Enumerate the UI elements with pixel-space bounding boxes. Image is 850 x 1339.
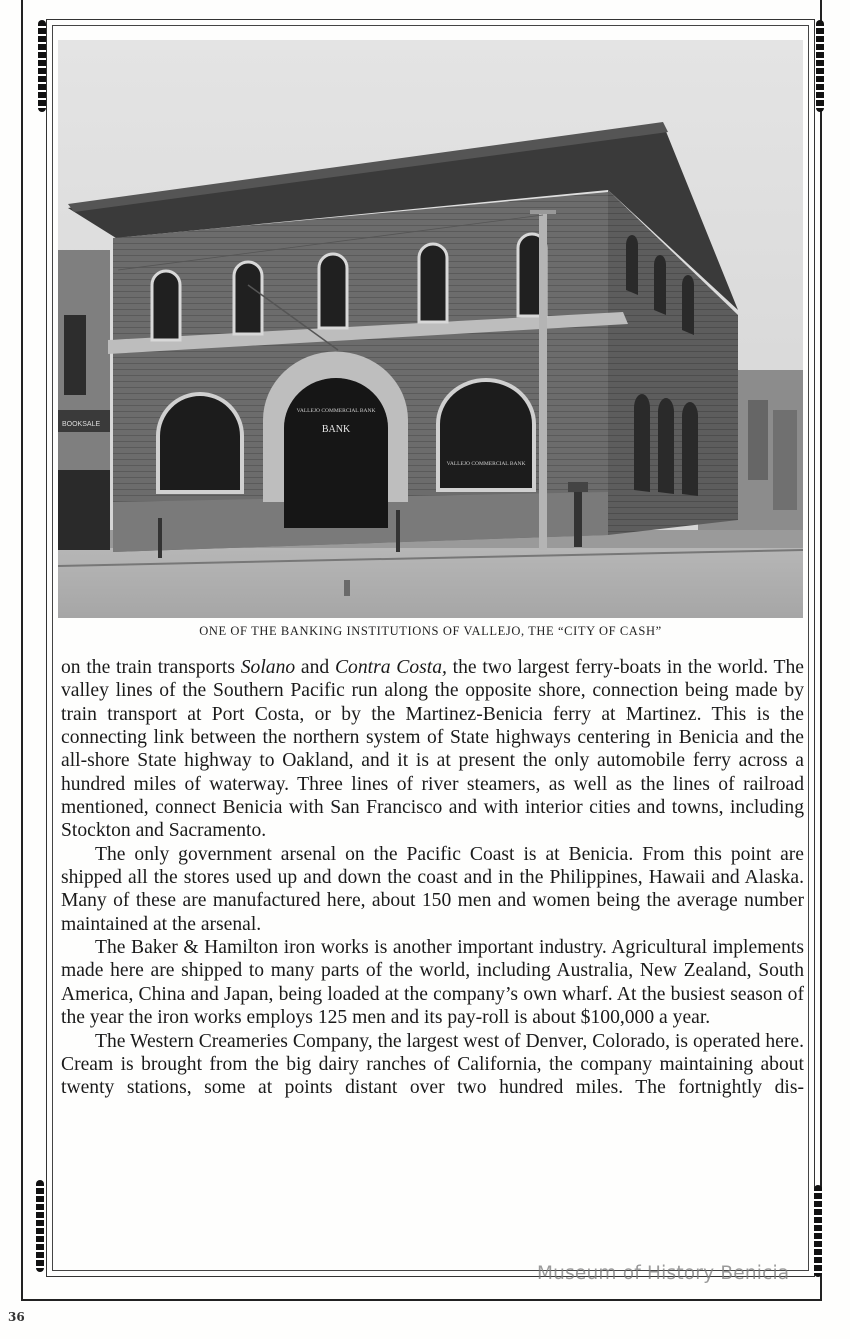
photo-caption: ONE OF THE BANKING INSTITUTIONS OF VALLEJO, THE “CITY OF CASH” [199, 624, 662, 638]
frame-ornament-bottom-right [814, 1185, 822, 1277]
paragraph-ferry-rest: the two largest ferry-boats in the world. The valley lines of the Southern Pacific run along the opposite shore, connection being made by train transport at Port Costa, or by the Martinez-Benicia ferry at Martinez. This is the connecting link between the northern system of State highways centering in Benicia and the all-shore State highway to Oakland, and it is at present the only automobile ferry across a hundred miles of waterway. Three lines of river steamers, as well as the lines of railroad mentioned, connect Benicia with San Francisco and with interior cities and towns, including Stockton and Sacramento. [61, 657, 804, 842]
paragraph-iron-works: The Baker & Hamilton iron works is another important industry. Agricultural implements made here are shipped to many parts of the world, including Australia, New Zealand, South America, China and Japan, being loaded at the company’s own wharf. At the busiest season of the year the iron works employs 125 men and its pay-roll is about $100,000 a year. [61, 937, 804, 1029]
frame-ornament-bottom-left [36, 1180, 44, 1272]
frame-ornament-top-left [38, 20, 46, 112]
paragraph-creameries: The Western Creameries Company, the largest west of Denver, Colorado, is operated here. Cream is brought from the big dairy ranches of California, the company maintaining about twenty stations, some at points distant over two hundred miles. The fortnightly dis- [61, 1030, 804, 1099]
bank-sign-text: BANK [321, 424, 351, 435]
frame-ornament-top-right [816, 20, 824, 112]
ship-name-contra-costa: Contra Costa, [334, 657, 447, 678]
paragraph-ferry-and: and [295, 657, 335, 678]
bank-building-illustration [58, 40, 803, 618]
window-sign-text: VALLEJO COMMERCIAL BANK [446, 461, 526, 467]
paragraph-ferry-lead: on the train transports [61, 657, 241, 678]
body-text [61, 656, 804, 1100]
shop-sign-text: BOOKSALE [62, 421, 101, 428]
watermark: Museum of History Benicia [537, 1263, 790, 1284]
bank-photograph [58, 40, 803, 618]
paragraph-arsenal: The only government arsenal on the Pacific Coast is at Benicia. From this point are shipped all the stores used up and down the coast and in the Philippines, Hawaii and Alaska. Many of these are manufactured here, about 150 men and women being the average number maintained at the arsenal. [61, 843, 804, 935]
page-number: 36 [8, 1310, 25, 1324]
ship-name-solano: Solano [240, 657, 296, 678]
building-name-text: VALLEJO COMMERCIAL BANK [296, 408, 376, 414]
paragraph-ferry [61, 656, 804, 843]
